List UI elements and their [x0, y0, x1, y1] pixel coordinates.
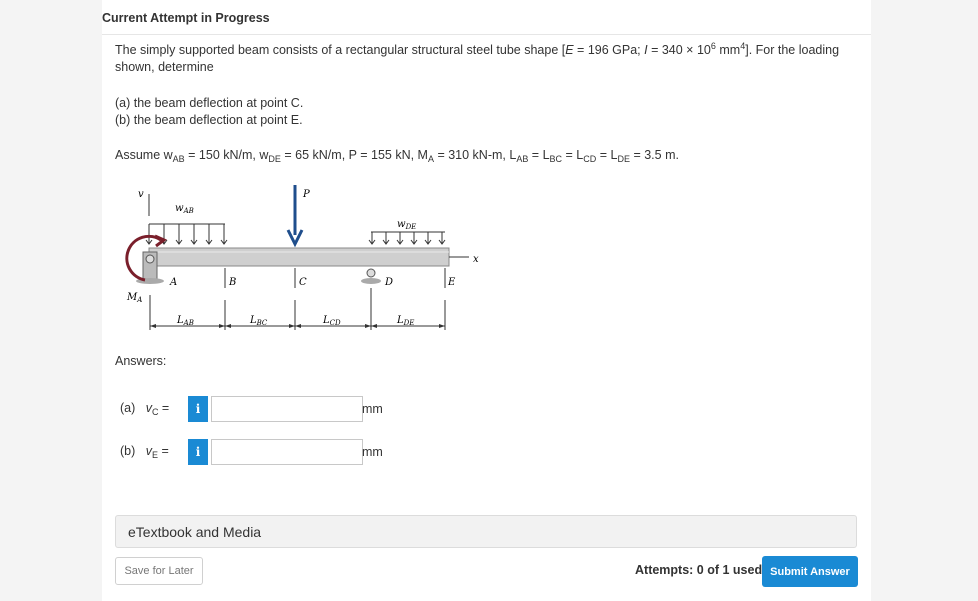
problem-statement: The simply supported beam consists of a rectangular structural steel tube shape [E = 196 GPa; $I = 340 \times 10^6$ $mm^4$]. For the loading shown, determine [115, 41, 840, 74]
etextbook-media-link[interactable]: eTextbook and Media [115, 515, 857, 548]
l-ab-label: $L_{AB}$ [177, 315, 194, 327]
roller-support-d [361, 269, 381, 284]
beam [149, 248, 449, 266]
divider [102, 34, 871, 35]
w-ab-label: $w_{AB}$ [175, 203, 194, 215]
info-icon[interactable]: i [188, 396, 208, 422]
p-load-arrow [288, 185, 302, 244]
answers-heading: Answers: [115, 354, 167, 368]
w-ab-load [146, 224, 227, 244]
w-de-load [369, 232, 445, 244]
answer-b-label: (b) $v_E$ = [120, 444, 169, 460]
ma-label: $M_A$ [127, 292, 143, 304]
x-axis-label: x [473, 254, 479, 265]
point-e-label: E [448, 277, 456, 288]
w-de-label: $w_{DE}$ [397, 219, 417, 231]
answer-b-input[interactable] [211, 439, 363, 465]
l-bc-label: $L_{BC}$ [250, 315, 268, 327]
beam-diagram [115, 180, 495, 335]
assumptions: Assume $w_{AB} = 150$ kN/m, $w_{DE} = 65$ kN/m, P = 155 kN, $M_A = 310$ kN-m, $L_{AB} = L_{BC} = L_{CD} = L_{DE} = 3.5$ m. [115, 148, 679, 164]
answer-b-unit: mm [362, 445, 383, 459]
l-cd-label: $L_{CD}$ [323, 315, 341, 327]
p-label: P [303, 189, 310, 200]
point-d-label: D [385, 277, 394, 288]
submit-answer-button[interactable]: Submit Answer [762, 556, 858, 587]
answer-a-unit: mm [362, 402, 383, 416]
attempts-counter: Attempts: 0 of 1 used [635, 563, 763, 577]
part-a-text: (a) the beam deflection at point C. [115, 96, 304, 110]
answer-a-label: (a) $v_C$ = [120, 401, 170, 417]
point-a-label: A [170, 277, 178, 288]
l-de-label: $L_{DE}$ [397, 315, 415, 327]
v-axis-label: v [138, 189, 144, 200]
part-b-text: (b) the beam deflection at point E. [115, 113, 303, 127]
point-c-label: C [299, 277, 307, 288]
page-title: Current Attempt in Progress [102, 11, 270, 25]
question-panel [102, 0, 871, 601]
answer-a-input[interactable] [211, 396, 363, 422]
point-b-label: B [229, 277, 237, 288]
info-icon[interactable]: i [188, 439, 208, 465]
save-for-later-button[interactable]: Save for Later [115, 557, 203, 585]
